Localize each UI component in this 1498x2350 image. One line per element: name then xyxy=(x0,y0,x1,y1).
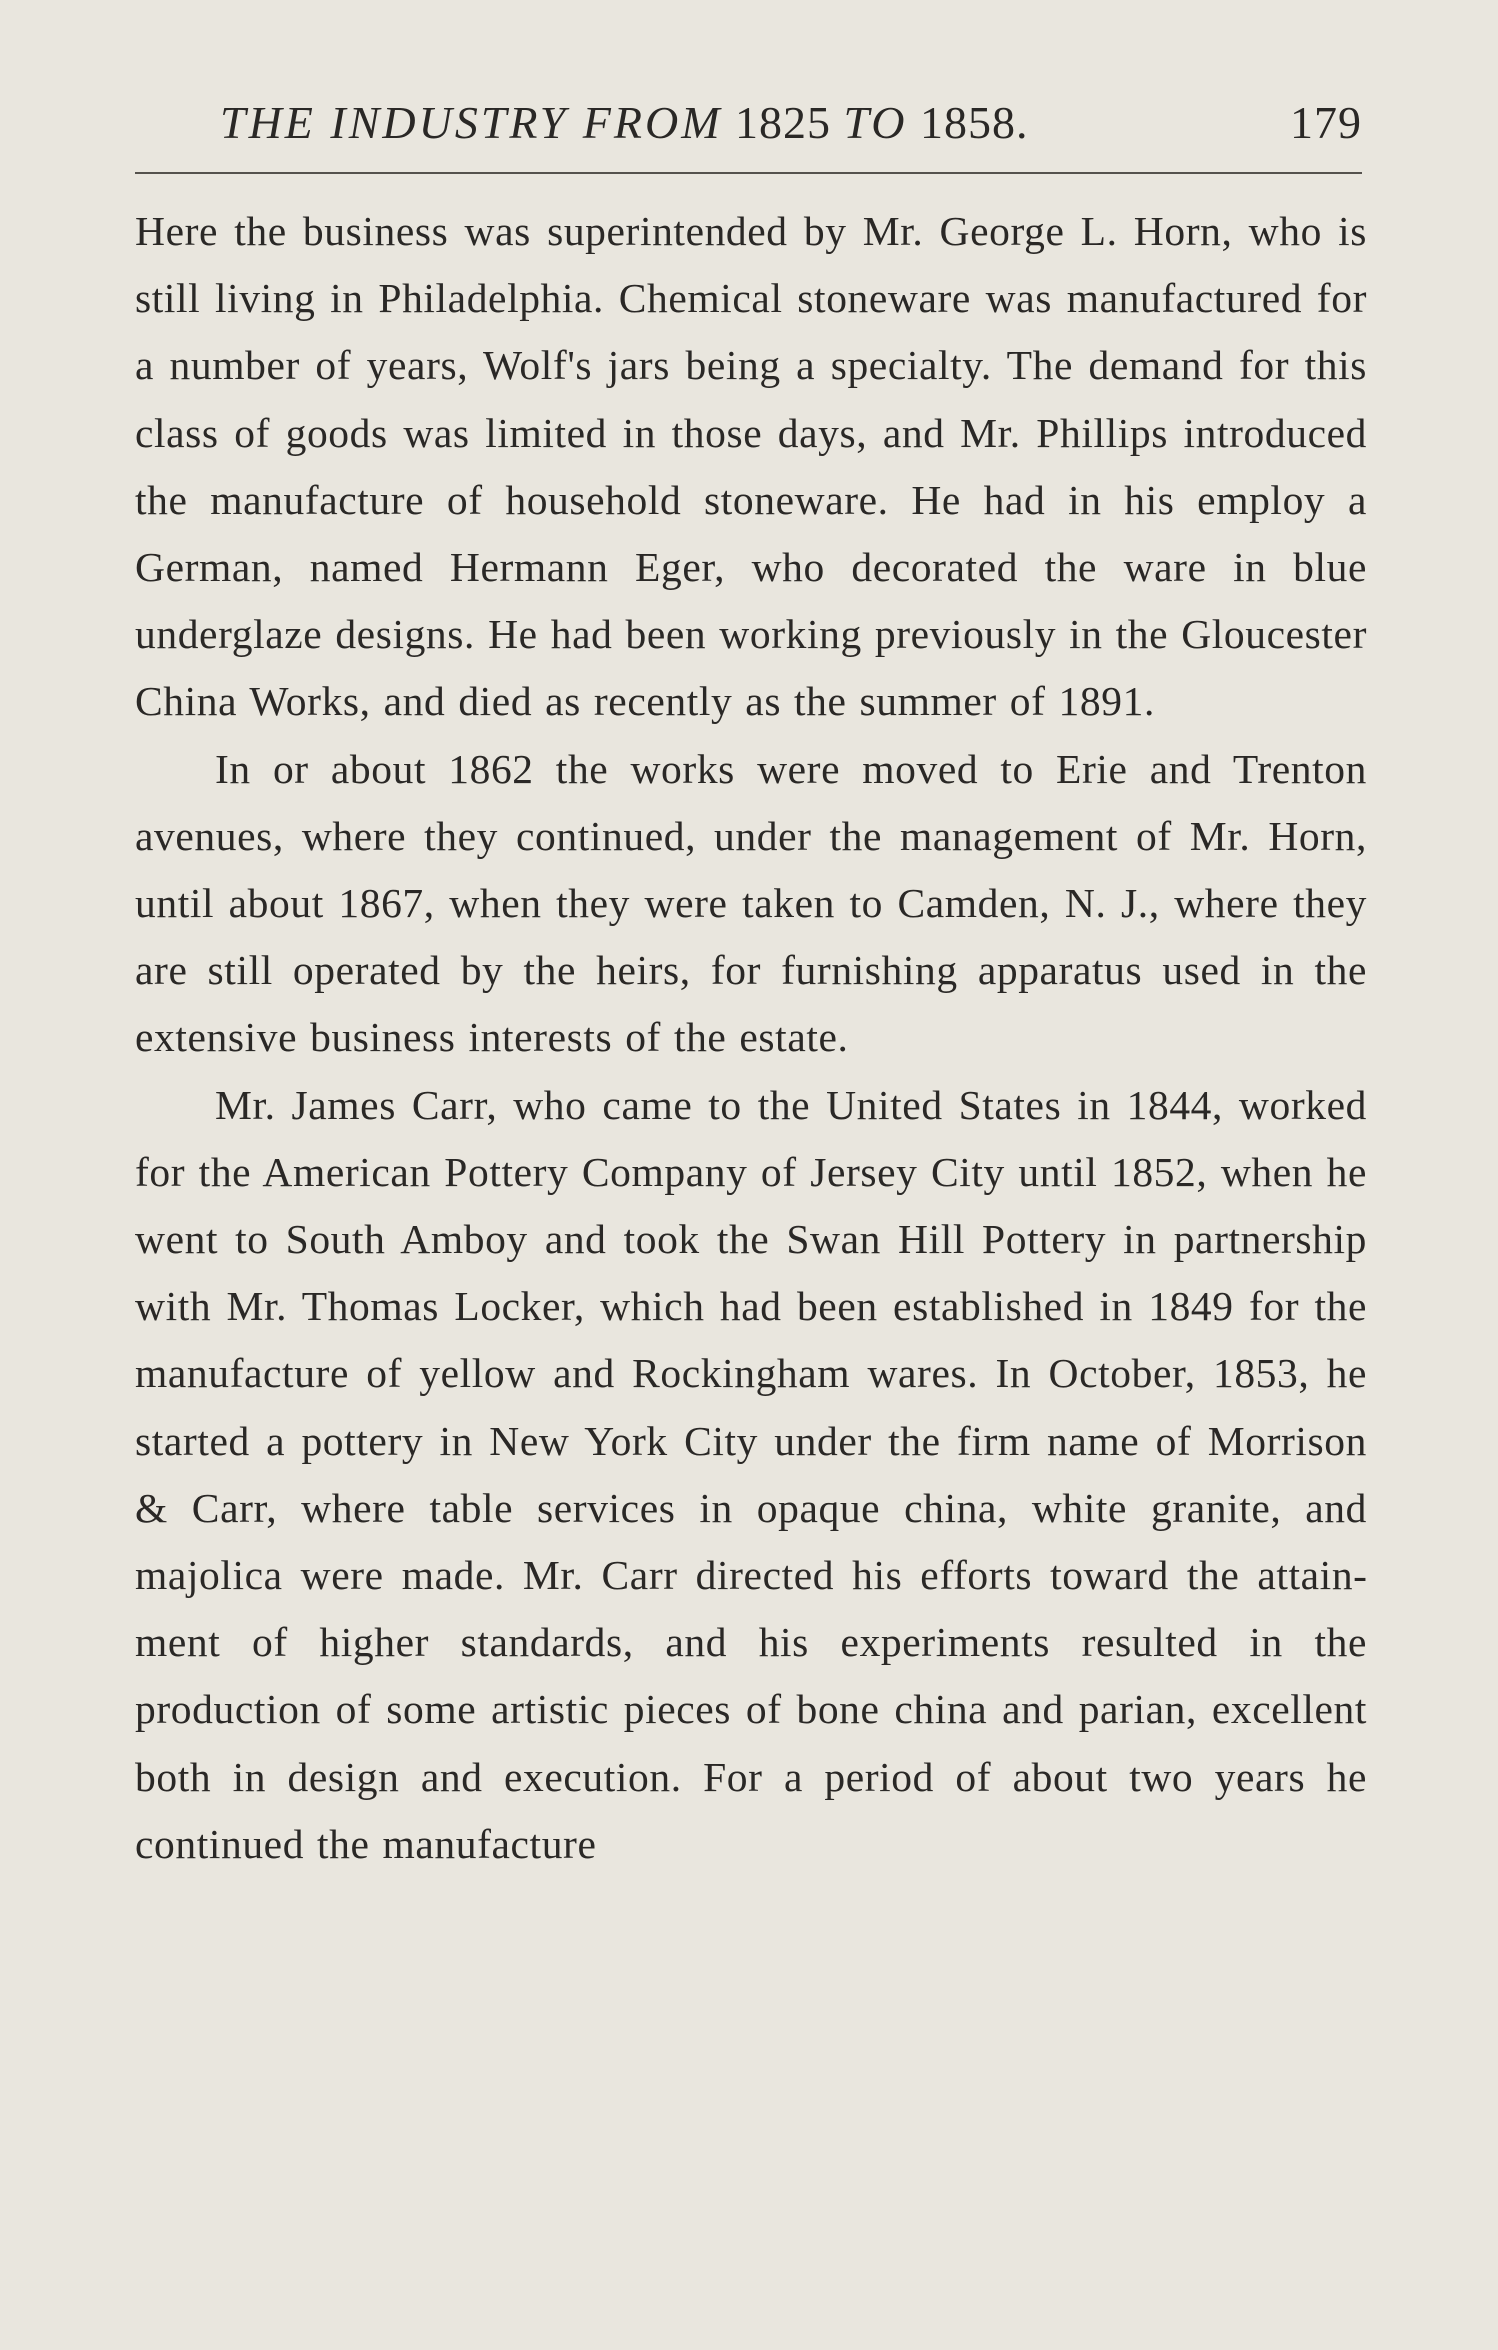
running-head xyxy=(135,88,1362,158)
body-text xyxy=(135,198,1367,1878)
running-head-year-end: 1858. xyxy=(920,97,1029,148)
paragraph-2: In or about 1862 the works were moved to Erie and Trenton avenues, where they continued, under the management of Mr. Horn, until about 1867, when they were taken to Camden, N. J., where they are still operated by the heirs, for furnishing apparatus used in the extensive business interests of the estate. xyxy=(135,745,1367,1061)
page-number: 179 xyxy=(1290,97,1362,148)
running-head-title xyxy=(220,88,1029,158)
paragraph-1: Here the business was superintended by Mr. George L. Horn, who is still living in Philadelphia. Chemical stoneware was manufactured for a number of years, Wolf's jars being a specialty. The demand for this class of goods was limited in those days, and Mr. Phillips introduced the manufacture of household stoneware. He had in his employ a German, named Hermann Eger, who decorated the ware in blue underglaze designs. He had been working previously in the Gloucester China Works, and died as recently as the summer of 1891. xyxy=(135,208,1367,725)
paragraph-3: Mr. James Carr, who came to the United States in 1844, worked for the American Pottery Company of Jersey City until 1852, when he went to South Amboy and took the Swan Hill Pottery in partnership with Mr. Thomas Locker, which had been established in 1849 for the manufacture of yellow and Rockingham wares. In October, 1853, he started a pottery in New York City under the firm name of Morrison & Carr, where table services in opaque china, white granite, and majolica were made. Mr. Carr directed his efforts toward the attainment of higher standards, and his experiments resulted in the production of some artistic pieces of bone china and parian, excellent both in design and execution. For a period of about two years he continued the manufacture xyxy=(135,1081,1367,1867)
running-head-title-part2: TO xyxy=(843,97,908,148)
header-rule xyxy=(135,172,1362,174)
running-head-year-start: 1825 xyxy=(735,97,832,148)
running-head-title-part1: THE INDUSTRY FROM xyxy=(220,97,723,148)
